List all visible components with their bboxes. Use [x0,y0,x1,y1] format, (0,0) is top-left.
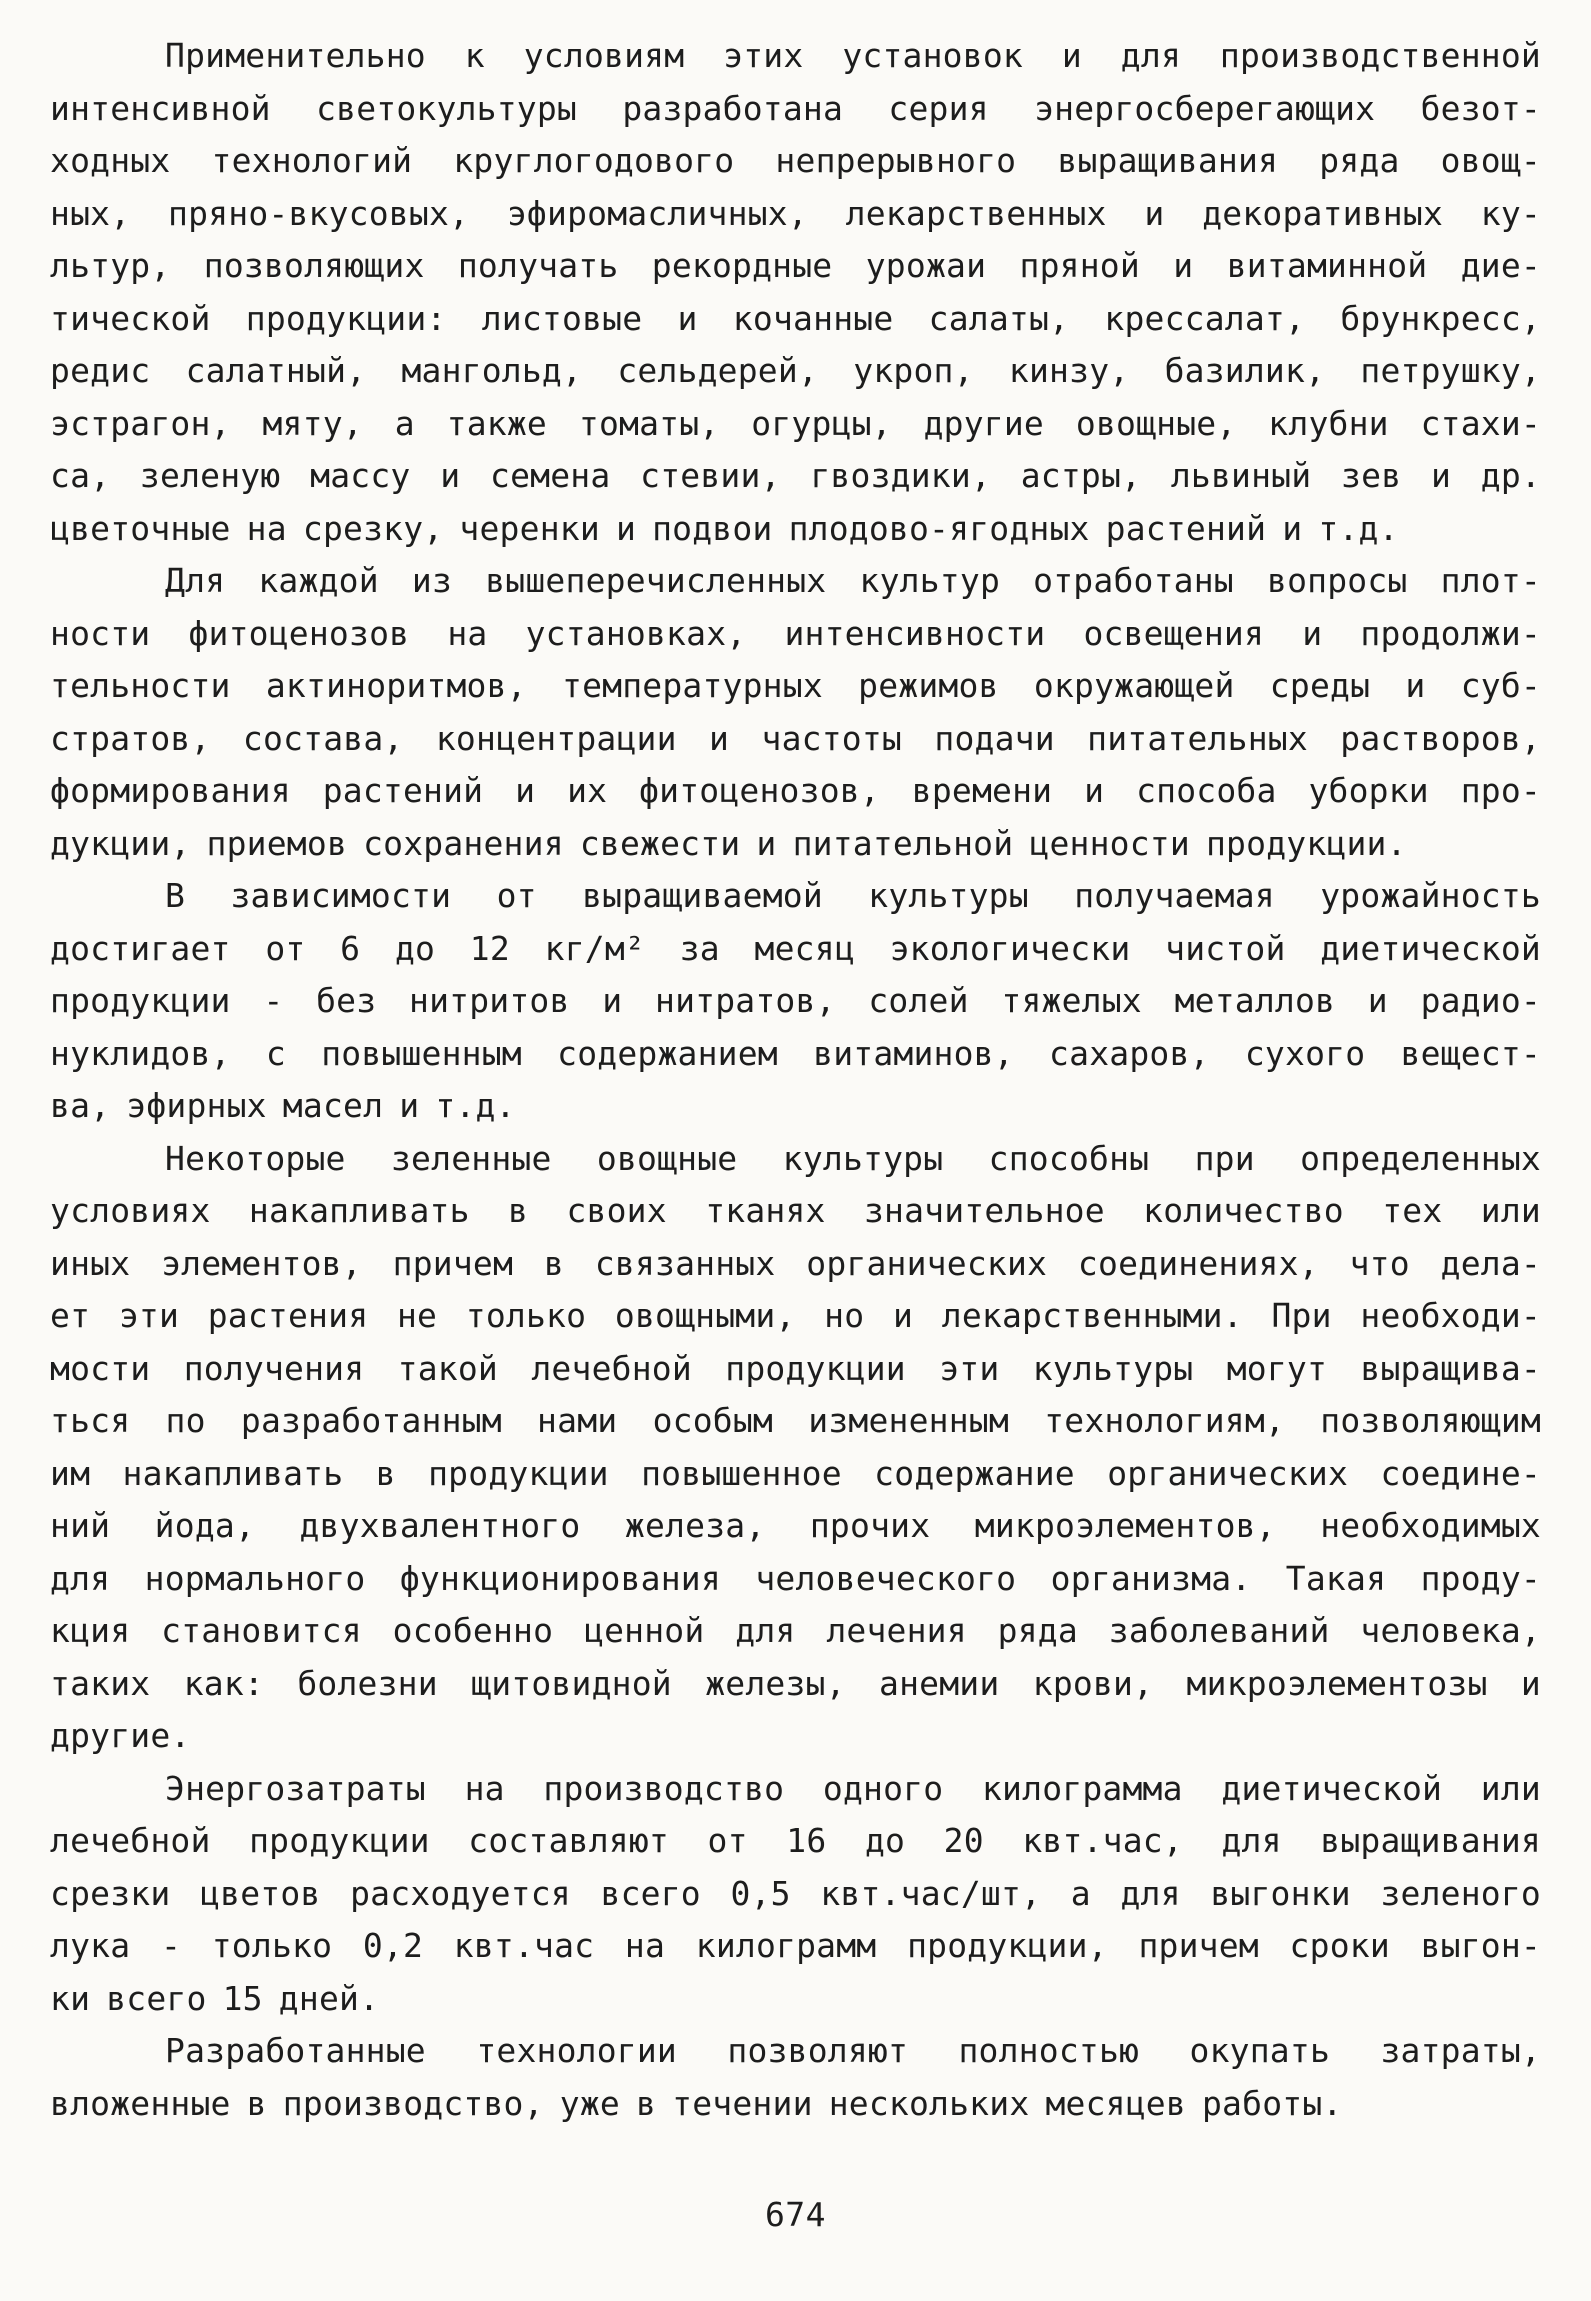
text-line: срезки цветов расходуется всего 0,5 квт.час/шт, а для выгонки зеленого [50,1873,1541,1913]
text-line: цветочные на срезку, черенки и подвои плодово-ягодных растений и т.д. [50,508,1399,548]
page-number: 674 [764,2195,827,2234]
text-line: ности фитоценозов на установках, интенсивности освещения и продолжи- [50,613,1541,653]
text-line: им накапливать в продукции повышенное содержание органических соедине- [50,1453,1541,1493]
paragraph-technologies [50,30,1541,555]
text-line: редис салатный, мангольд, сельдерей, укроп, кинзу, базилик, петрушку, [50,351,1541,390]
text-line: таких как: болезни щитовидной железы, анемии крови, микроэлементозы и [50,1663,1541,1703]
paragraph-cultures [50,555,1541,870]
text-line: формирования растений и их фитоценозов, времени и способа уборки про- [50,771,1541,810]
text-line: лечебной продукции составляют от 16 до 20 квт.час, для выращивания [50,1821,1541,1860]
text-line: ва, эфирных масел и т.д. [50,1086,516,1125]
text-line: для нормального функционирования человеческого организма. Такая проду- [50,1558,1541,1598]
paragraph-energy [50,1763,1541,2026]
paragraph-medicinal [50,1133,1541,1763]
text-line: дукции, приемов сохранения свежести и питательной ценности продукции. [50,823,1407,863]
text-line: Разработанные технологии позволяют полностью окупать затраты, [165,2031,1541,2070]
text-line: Для каждой из вышеперечисленных культур отработаны вопросы плот- [165,561,1541,600]
text-line: ки всего 15 дней. [50,1978,380,2018]
text-line: продукции - без нитритов и нитратов, солей тяжелых металлов и радио- [50,981,1541,1020]
text-line: лука - только 0,2 квт.час на килограмм продукции, причем сроки выгон- [50,1926,1541,1965]
paragraph-payback [50,2025,1541,2130]
text-line: Некоторые зеленные овощные культуры способны при определенных [165,1138,1541,1178]
text-line: В зависимости от выращиваемой культуры получаемая урожайность [165,876,1541,915]
text-line: мости получения такой лечебной продукции эти культуры могут выращива- [50,1348,1541,1388]
text-line: условиях накапливать в своих тканях значительное количество тех или [50,1191,1541,1230]
text-line: тельности актиноритмов, температурных режимов окружающей среды и суб- [50,666,1541,705]
text-line: ных, пряно-вкусовых, эфиромасличных, лекарственных и декоративных ку- [50,193,1541,233]
text-line: интенсивной светокультуры разработана серия энергосберегающих безот- [50,88,1541,128]
text-line: другие. [50,1716,191,1755]
text-line: эстрагон, мяту, а также томаты, огурцы, другие овощные, клубни стахи- [50,403,1541,443]
text-line: ний йода, двухвалентного железа, прочих микроэлементов, необходимых [50,1506,1541,1545]
text-line: льтур, позволяющих получать рекордные урожаи пряной и витаминной дие- [50,246,1541,285]
paragraph-yield [50,870,1541,1133]
text-line: ться по разработанным нами особым измененным технологиям, позволяющим [50,1401,1541,1440]
text-line: нуклидов, с повышенным содержанием витаминов, сахаров, сухого вещест- [50,1033,1541,1073]
text-line: стратов, состава, концентрации и частоты подачи питательных растворов, [50,718,1541,758]
text-line: Применительно к условиям этих установок и для производственной [165,36,1541,75]
text-line: кция становится особенно ценной для лечения ряда заболеваний человека, [50,1611,1541,1650]
text-line: достигает от 6 до 12 кг/м² за месяц экологически чистой диетической [50,928,1541,968]
text-line: са, зеленую массу и семена стевии, гвоздики, астры, львиный зев и др. [50,456,1541,495]
text-line: тической продукции: листовые и кочанные салаты, крессалат, брункресс, [50,298,1541,338]
text-line: Энергозатраты на производство одного килограмма диетической или [165,1768,1541,1808]
text-line: вложенные в производство, уже в течении нескольких месяцев работы. [50,2083,1343,2123]
text-line: ходных технологий круглогодового непрерывного выращивания ряда овощ- [50,141,1541,180]
text-line: иных элементов, причем в связанных органических соединениях, что дела- [50,1243,1541,1283]
text-line: ет эти растения не только овощными, но и лекарственными. При необходи- [50,1296,1541,1335]
